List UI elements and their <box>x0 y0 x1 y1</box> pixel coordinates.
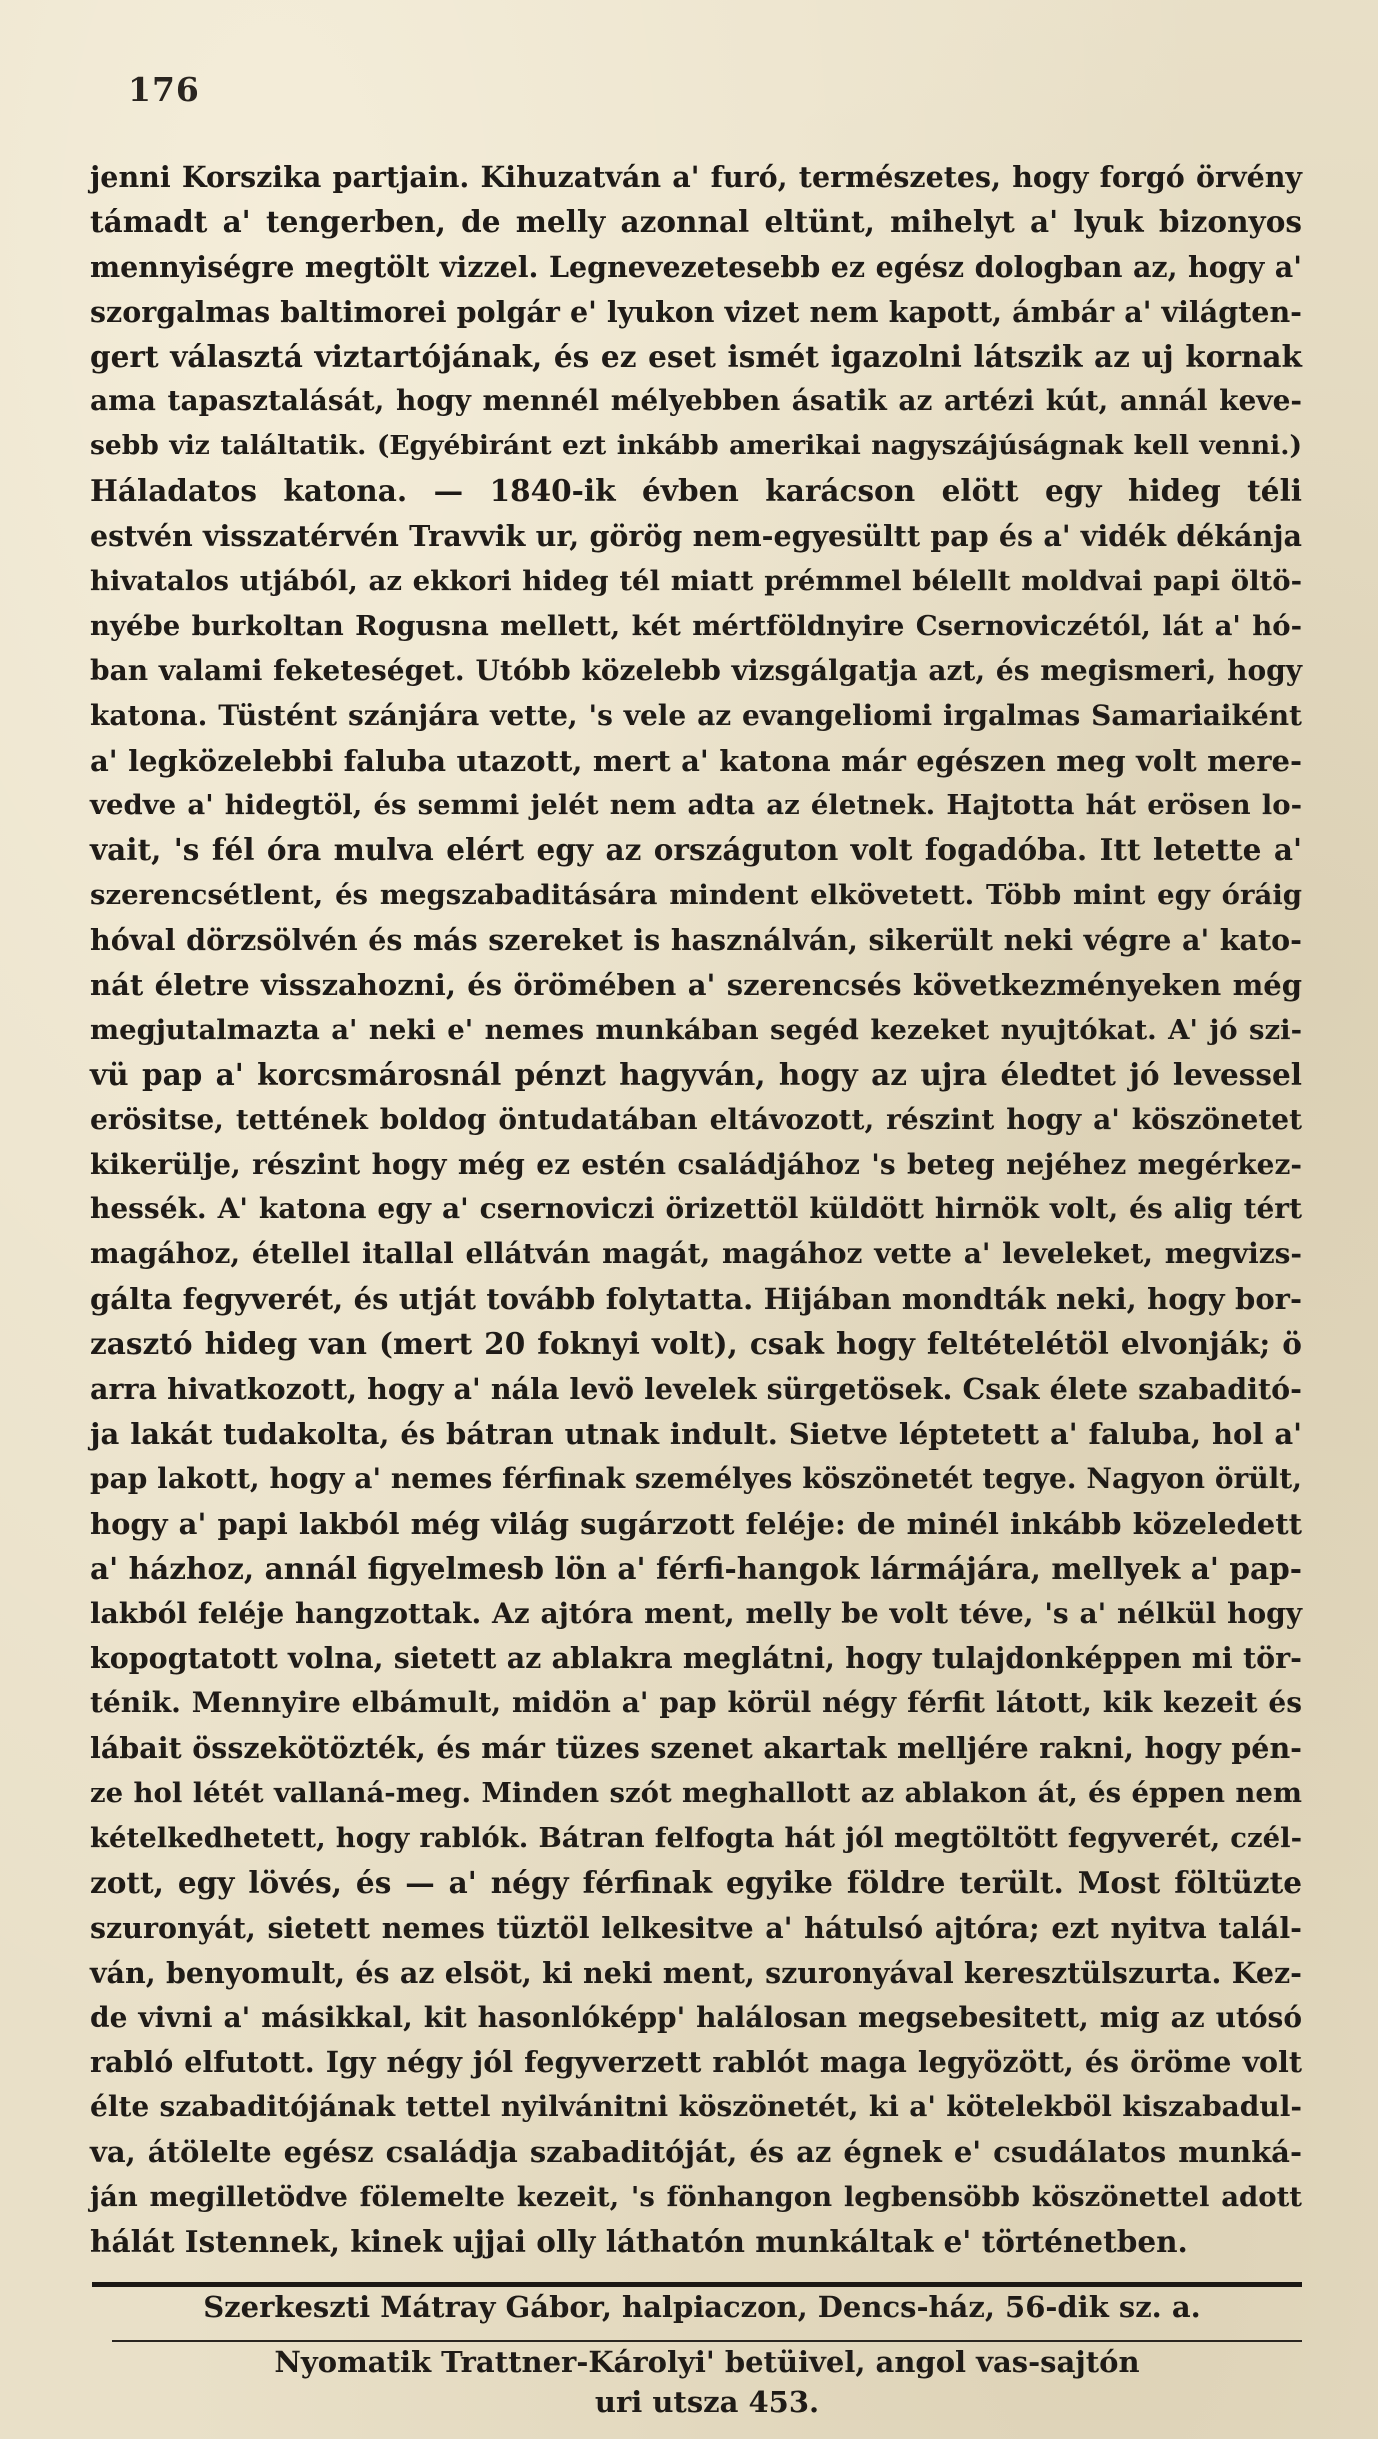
text-line: hessék. A' katona egy a' csernoviczi örizettöl küldött hirnök volt, és alig tért <box>90 1192 1302 1226</box>
text-line: zott, egy lövés, és — a' négy férfinak egyike földre terült. Most föltüzte <box>90 1864 1302 1900</box>
text-line: lakból feléje hangzottak. Az ajtóra ment, melly be volt téve, 's a' nélkül hogy <box>90 1596 1302 1630</box>
printer-credit-line-2: uri utsza 453. <box>594 2385 820 2419</box>
text-line: szorgalmas baltimorei polgár e' lyukon vizet nem kapott, ámbár a' világten- <box>90 294 1302 329</box>
text-line: vedve a' hidegtöl, és semmi jelét nem adta az életnek. Hajtotta hát erösen lo- <box>90 789 1302 822</box>
footer-thick-rule <box>92 2282 1302 2287</box>
text-line: zasztó hideg van (mert 20 foknyi volt), csak hogy feltételétöl elvonják; ö <box>90 1326 1302 1362</box>
text-line: estvén visszatérvén Travvik ur, görög nem-egyesültt pap és a' vidék dékánja <box>90 519 1302 554</box>
text-line: vait, 's fél óra mulva elért egy az országuton volt fogadóba. Itt letette a' <box>90 832 1302 868</box>
text-line: de vivni a' másikkal, kit hasonlóképp' halálosan megsebesitett, mig az utósó <box>90 2000 1302 2034</box>
text-line: magához, étellel itallal ellátván magát, magához vette a' leveleket, megvizs- <box>90 1237 1302 1271</box>
text-line: megjutalmazta a' neki e' nemes munkában segéd kezeket nyujtókat. A' jó szi- <box>90 1013 1302 1046</box>
page-number: 176 <box>128 70 200 109</box>
text-line: nát életre visszahozni, és örömében a' szerencsés következményeken még <box>90 968 1302 1003</box>
text-line: ván, benyomult, és az elsöt, ki neki ment, szuronyával keresztülszurta. Kez- <box>90 1955 1302 1990</box>
text-line: ban valami feketeséget. Utóbb közelebb vizsgálgatja azt, és megismeri, hogy <box>90 653 1302 687</box>
text-line: pap lakott, hogy a' nemes férfinak személyes köszönetét tegye. Nagyon örült, <box>90 1461 1302 1495</box>
text-line: ama tapasztalását, hogy mennél mélyebben ásatik az artézi kút, annál keve- <box>90 384 1302 418</box>
text-line: ján megilletödve fölemelte kezeit, 's fönhangon legbensöbb köszönettel adott <box>90 2181 1302 2214</box>
text-line: arra hivatkozott, hogy a' nála levö levelek sürgetösek. Csak élete szabaditó- <box>90 1372 1302 1407</box>
text-line: gert választá viztartójának, és ez eset ismét igazolni látszik az uj kornak <box>90 338 1302 374</box>
text-line: hálát Istennek, kinek ujjai olly láthatón munkáltak e' történetben. <box>90 2223 1188 2259</box>
text-line: sebb viz találtatik. (Egyébiránt ezt inkább amerikai nagyszájúságnak kell venni.) <box>90 430 1302 462</box>
text-line: szerencsétlent, és megszabaditására mindent elkövetett. Több mint egy óráig <box>90 879 1302 912</box>
text-line: nyébe burkoltan Rogusna mellett, két mértföldnyire Csernoviczétól, lát a' hó- <box>90 609 1302 642</box>
text-line: a' legközelebbi faluba utazott, mert a' katona már egészen meg volt mere- <box>90 743 1302 778</box>
text-line: va, átölelte egész családja szabaditóját, és az égnek e' csudálatos munká- <box>90 2135 1302 2170</box>
text-line: támadt a' tengerben, de melly azonnal eltünt, mihelyt a' lyuk bizonyos <box>90 203 1302 239</box>
text-line: rabló elfutott. Igy négy jól fegyverzett rablót maga legyözött, és öröme volt <box>90 2045 1302 2080</box>
text-line: lábait összekötözték, és már tüzes szenet akartak melljére rakni, hogy pén- <box>90 1731 1302 1766</box>
text-line: kikerülje, részint hogy még ez estén családjához 's beteg nejéhez megérkez- <box>90 1147 1302 1181</box>
text-line: ja lakát tudakolta, és bátran utnak indult. Sietve léptetett a' faluba, hol a' <box>90 1416 1302 1451</box>
text-line: hóval dörzsölvén és más szereket is használván, sikerült neki végre a' kato- <box>90 923 1302 958</box>
text-line: erösitse, tettének boldog öntudatában eltávozott, részint hogy a' köszönetet <box>90 1102 1302 1136</box>
text-line: hogy a' papi lakból még világ sugárzott feléje: de minél inkább közeledett <box>90 1506 1302 1541</box>
text-line: gálta fegyverét, és utját tovább folytatta. Hijában mondták neki, hogy bor- <box>90 1282 1302 1317</box>
printer-credit-line-1: Nyomatik Trattner-Károlyi' betüivel, angol vas-sajtón <box>274 2345 1140 2379</box>
text-line: ténik. Mennyire elbámult, midön a' pap körül négy férfit látott, kik kezeit és <box>90 1686 1302 1720</box>
text-line: kopogtatott volna, sietett az ablakra meglátni, hogy tulajdonképpen mi tör- <box>90 1641 1302 1676</box>
text-line: a' házhoz, annál figyelmesb lön a' férfi-hangok lármájára, mellyek a' pap- <box>90 1550 1302 1586</box>
text-line: élte szabaditójának tettel nyilvánitni köszönetét, ki a' kötelekböl kiszabadul- <box>90 2090 1302 2124</box>
text-line: hivatalos utjából, az ekkori hideg tél miatt prémmel bélellt moldvai papi öltö- <box>90 565 1302 598</box>
text-line: jenni Korszika partjain. Kihuzatván a' furó, természetes, hogy forgó örvény <box>90 160 1302 194</box>
editor-credit: Szerkeszti Mátray Gábor, halpiaczon, Dencs-ház, 56-dik sz. a. <box>203 2290 1201 2324</box>
text-line: katona. Tüstént szánjára vette, 's vele az evangeliomi irgalmas Samariaiként <box>90 698 1302 732</box>
article-body <box>90 155 1302 2265</box>
text-line: kételkedhetett, hogy rablók. Bátran felfogta hát jól megtöltött fegyverét, czél- <box>90 1821 1302 1854</box>
footer-thin-rule <box>112 2340 1302 2342</box>
text-line: vü pap a' korcsmárosnál pénzt hagyván, hogy az ujra éledtet jó levessel <box>90 1056 1302 1092</box>
text-line: Háladatos katona. — 1840-ik évben karácson elött egy hideg téli <box>90 473 1302 509</box>
text-line: szuronyát, sietett nemes tüztöl lelkesitve a' hátulsó ajtóra; ezt nyitva talál- <box>90 1910 1302 1945</box>
text-line: ze hol létét vallaná-meg. Minden szót meghallott az ablakon át, és éppen nem <box>90 1777 1302 1810</box>
text-line: mennyiségre megtölt vizzel. Legnevezetesebb ez egész dologban az, hogy a' <box>90 249 1302 284</box>
